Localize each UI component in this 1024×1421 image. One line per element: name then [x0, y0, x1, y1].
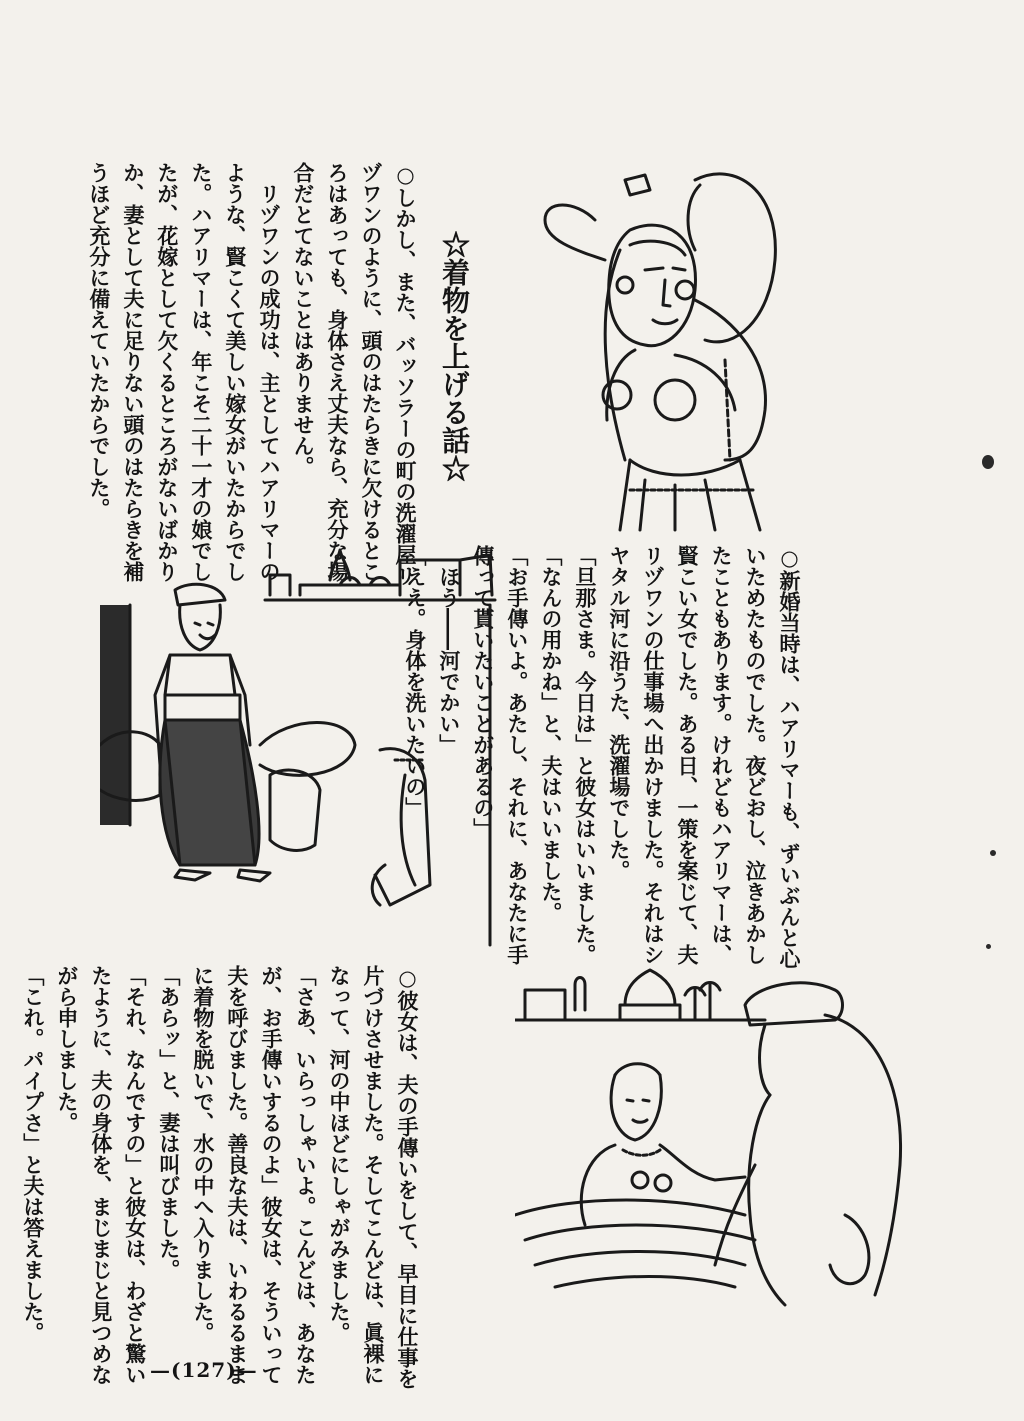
text-line: うほど充分に備えていたからでした。	[86, 162, 112, 519]
print-speck	[982, 455, 994, 469]
text-line: が、お手傳いするのよ」彼女は、そういって	[258, 965, 284, 1385]
print-speck	[990, 850, 996, 856]
text-line: 「それ、なんですの」と彼女は、わざと驚い	[122, 965, 148, 1385]
story-title	[431, 230, 476, 482]
text-line: 「さあ、いらっしゃいよ。こんどは、あなた	[292, 965, 318, 1385]
illustration-river-bath	[515, 965, 915, 1335]
text-line: リヅワンの仕事場へ出かけました。それはシ	[640, 545, 666, 965]
text-line: いためたものでした。夜どおし、泣きあかし	[742, 545, 768, 965]
text-line: ○彼女は、夫の手傳いをして、早目に仕事を	[395, 965, 420, 1389]
text-block-intro	[82, 162, 422, 586]
text-line: たように、夫の身体を、まじまじと見つめな	[88, 965, 114, 1385]
text-line: 「ええ。身体を洗いたいの」	[402, 545, 428, 818]
text-line: リヅワンの成功は、主としてハアリマーの	[256, 162, 282, 582]
text-line: ヤタル河に沿うた、洗濯場でした。	[606, 545, 632, 881]
text-line: 合だとてないことはありません。	[290, 162, 316, 477]
text-line: ろはあっても、身体さえ丈夫なら、充分な場	[324, 162, 350, 582]
illustration-laundryman	[100, 545, 500, 955]
text-line: 「旦那さま。今日は」と彼女はいいました。	[572, 545, 598, 965]
text-line: なって、河の中ほどにしゃがみました。	[326, 965, 352, 1343]
text-line: 「ほう――河でかい」	[436, 545, 462, 755]
text-line: ヅワンのように、頭のはたらきに欠けるとこ	[358, 162, 384, 582]
text-line: たこともあります。けれどもハアリマーは、	[708, 545, 734, 965]
print-speck	[986, 944, 991, 949]
text-line: ような、賢こくて美しい嫁女がいたからでし	[222, 162, 248, 582]
text-line: ○新婚当時は、ハアリマーも、ずいぶんと心	[777, 545, 802, 969]
text-line: に着物を脱いで、水の中へ入りました。	[190, 965, 216, 1343]
text-line: か、妻として夫に足りない頭のはたらきを補	[120, 162, 146, 582]
text-line: 傳って貰いたいことがあるの」	[470, 545, 496, 839]
text-line: 片づけさせました。そしてこんどは、眞裸に	[360, 965, 386, 1385]
story-title-text: ☆着物を上げる話☆	[438, 230, 471, 482]
illustration-woman-with-jar	[535, 160, 785, 540]
text-line: たが、花嫁として欠くるところがないばかり	[154, 162, 180, 582]
text-line: ○しかし、また、バッソラーの町の洗濯屋リ	[393, 162, 418, 586]
text-line: 「なんの用かね」と、夫はいいました。	[538, 545, 564, 923]
text-line: た。ハアリマーは、年こそ二十一才の娘でし	[188, 162, 214, 582]
text-line: 賢こい女でした。ある日、一策を案じて、夫	[674, 545, 700, 965]
text-line: 「お手傳いよ。あたし、それに、あなたに手	[504, 545, 530, 965]
text-line: 「あらッ」と、妻は叫びました。	[156, 965, 182, 1280]
text-line: 「これ。パイプさ」と夫は答えました。	[20, 965, 46, 1343]
page-number: —(127)—	[150, 1358, 258, 1382]
text-line: 夫を呼びました。善良な夫は、いわるるまま	[224, 965, 250, 1385]
text-line: がら申しました。	[54, 965, 80, 1133]
